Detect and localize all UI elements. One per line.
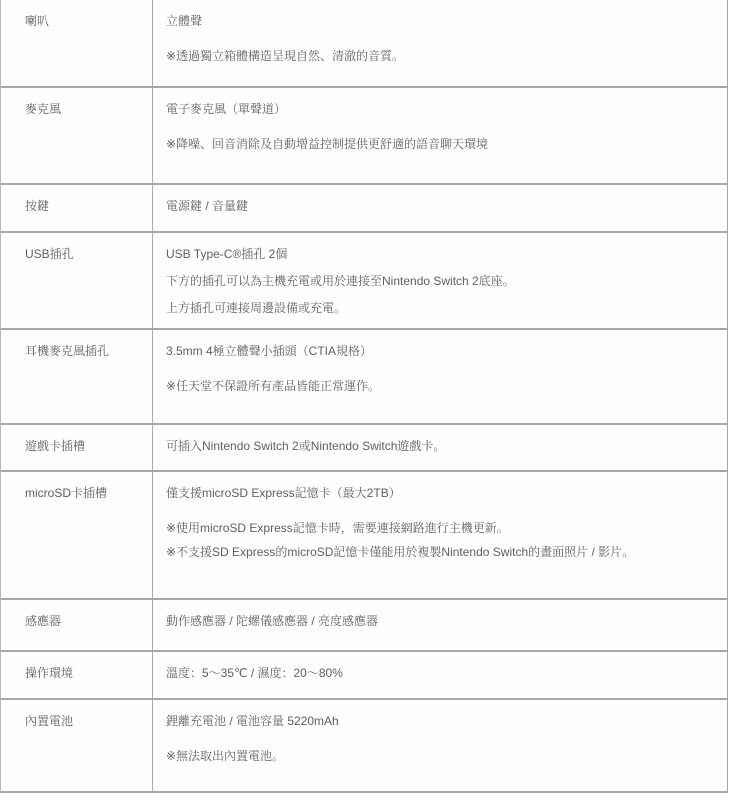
spec-value-line: ※任天堂不保證所有產品皆能正常運作。 [166, 379, 381, 393]
spec-row-value [153, 600, 727, 650]
spec-row-value [153, 700, 727, 791]
spec-row-label: 耳機麥克風插孔 [1, 330, 153, 423]
spec-row [1, 600, 727, 652]
spec-row-label: 遊戲卡插槽 [1, 425, 153, 470]
spec-row-label: microSD卡插槽 [1, 472, 153, 598]
spec-value-line: ※降噪、回音消除及自動增益控制提供更舒適的語音聊天環境 [166, 137, 489, 151]
spec-row [1, 330, 727, 425]
spec-row-label: USB插孔 [1, 233, 153, 328]
spec-row-value [153, 88, 727, 183]
spec-value-line: 上方插孔可連接周邊設備或充電。 [166, 301, 347, 315]
spec-row [1, 185, 727, 233]
spec-value-line: 下方的插孔可以為主機充電或用於連接至Nintendo Switch 2底座。 [166, 274, 515, 288]
spec-value-line: 動作感應器 / 陀螺儀感應器 / 亮度感應器 [166, 614, 379, 628]
spec-row-value [153, 472, 727, 598]
spec-value-line: ※透過獨立箱體構造呈現自然、清澈的音質。 [166, 49, 405, 63]
spec-value-line: 溫度：5～35℃ / 濕度：20～80% [166, 666, 343, 680]
spec-row [1, 652, 727, 700]
spec-row-label: 操作環境 [1, 652, 153, 698]
spec-value-line: 3.5mm 4極立體聲小插頭（CTIA規格） [166, 344, 373, 358]
spec-row [1, 88, 727, 185]
spec-value-line: ※使用microSD Express記憶卡時，需要連接網路進行主機更新。 [166, 521, 509, 535]
spec-value-line: ※無法取出內置電池。 [166, 749, 285, 763]
spec-row-value [153, 330, 727, 423]
spec-row-label: 感應器 [1, 600, 153, 650]
spec-value-line: 可插入Nintendo Switch 2或Nintendo Switch遊戲卡。 [166, 439, 446, 453]
spec-value-line: 僅支援microSD Express記憶卡（最大2TB） [166, 486, 401, 500]
spec-value-line: 電源鍵 / 音量鍵 [166, 199, 249, 213]
spec-row-value [153, 0, 727, 86]
spec-value-line: ※不支援SD Express的microSD記憶卡僅能用於複製Nintendo Switch的畫面照片 / 影片。 [166, 545, 635, 559]
spec-row [1, 0, 727, 88]
spec-row [1, 700, 727, 793]
spec-row-label: 麥克風 [1, 88, 153, 183]
spec-value-line: 電子麥克風（單聲道） [166, 102, 287, 116]
spec-row-value [153, 652, 727, 698]
spec-row-label: 按鍵 [1, 185, 153, 231]
spec-row-value [153, 233, 727, 328]
spec-value-line: USB Type-C®插孔 2個 [166, 247, 288, 261]
spec-value-line: 鋰離充電池 / 電池容量 5220mAh [166, 714, 339, 728]
spec-value-line: 立體聲 [166, 14, 203, 28]
spec-row [1, 233, 727, 330]
spec-row [1, 425, 727, 472]
spec-row [1, 472, 727, 600]
spec-row-value [153, 185, 727, 231]
spec-row-value [153, 425, 727, 470]
spec-row-label: 內置電池 [1, 700, 153, 791]
spec-row-label: 喇叭 [1, 0, 153, 86]
